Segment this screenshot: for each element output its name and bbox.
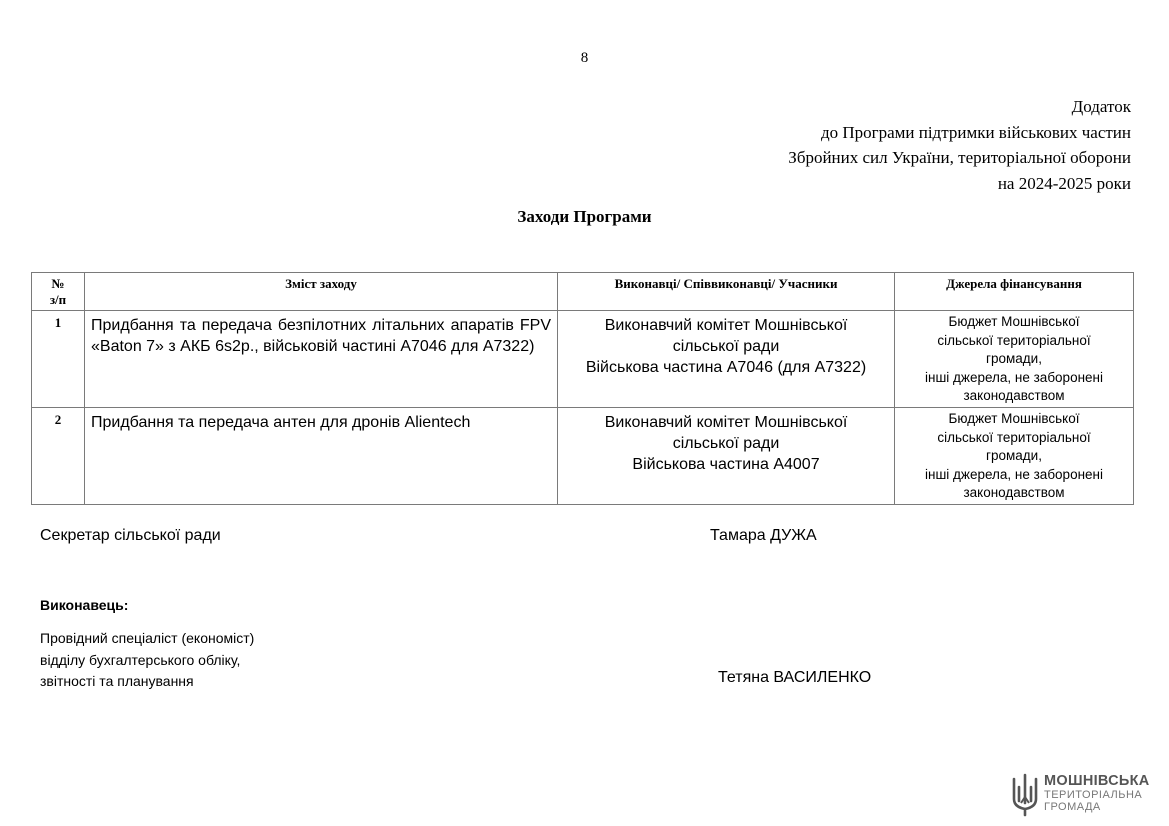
executor-position-line: відділу бухгалтерського обліку, — [40, 651, 241, 668]
executor-line: Виконавчий комітет Мошнівської — [604, 414, 848, 431]
header-num-line: № — [51, 276, 65, 291]
executor-line: Військова частина А4007 — [632, 456, 820, 473]
appendix-line: на 2024-2025 роки — [997, 173, 1131, 193]
funding-line: сільської територіальної — [937, 429, 1091, 445]
appendix-line: Додаток — [1071, 97, 1131, 116]
secretary-name: Тамара ДУЖА — [710, 527, 817, 544]
row-num: 1 — [32, 311, 85, 408]
header-num-line: з/п — [49, 292, 67, 307]
executor-position — [40, 628, 254, 693]
row-content: Придбання та передача антен для дронів Alientech — [85, 408, 558, 505]
logo-line-3: ГРОМАДА — [1044, 801, 1101, 813]
logo-line-1: МОШНІВСЬКА — [1044, 773, 1150, 789]
executor-line: Виконавчий комітет Мошнівської — [604, 317, 848, 334]
executor-label: Виконавець: — [40, 597, 129, 613]
document-title: Заходи Програми — [517, 207, 652, 226]
header-num — [32, 273, 85, 311]
executor-position-line: Провідний спеціаліст (економіст) — [40, 630, 255, 646]
appendix-header — [788, 94, 1131, 196]
executor-position-line: звітності та планування — [40, 673, 194, 689]
row-executors — [558, 311, 895, 408]
appendix-line: до Програми підтримки військових частин — [820, 122, 1131, 142]
row-executors — [558, 408, 895, 505]
funding-line: громади, — [986, 351, 1042, 366]
row-content: Придбання та передача безпілотних літальних апаратів FPV «Baton 7» з АКБ 6s2p., військовій частині А7046 для А7322) — [85, 311, 558, 408]
trident-icon — [1010, 773, 1040, 817]
funding-line: сільської територіальної — [937, 332, 1091, 348]
executor-name: Тетяна ВАСИЛЕНКО — [718, 669, 872, 686]
secretary-role: Секретар сільської ради — [40, 527, 221, 544]
community-logo — [1010, 773, 1150, 817]
header-executors: Виконавці/ Співвиконавці/ Учасники — [558, 273, 895, 311]
executor-line: сільської ради — [672, 435, 780, 452]
logo-line-2: ТЕРИТОРІАЛЬНА — [1044, 789, 1143, 801]
funding-line: законодавством — [963, 388, 1065, 403]
appendix-line: Збройних сил України, територіальної оборони — [788, 148, 1131, 167]
row-funding — [895, 408, 1134, 505]
funding-line: Бюджет Мошнівської — [948, 314, 1080, 329]
header-funding: Джерела фінансування — [895, 273, 1134, 311]
funding-line: законодавством — [963, 485, 1065, 500]
table-header-row — [32, 273, 1134, 311]
executor-line: сільської ради — [672, 338, 780, 355]
table-row — [32, 408, 1134, 505]
funding-line: Бюджет Мошнівської — [948, 411, 1080, 426]
measures-table — [31, 272, 1134, 505]
funding-line: інші джерела, не заборонені — [925, 466, 1103, 482]
funding-line: громади, — [986, 448, 1042, 463]
row-num: 2 — [32, 408, 85, 505]
page-number: 8 — [580, 50, 589, 66]
executor-line: Військова частина А7046 (для А7322) — [585, 359, 867, 376]
table-row — [32, 311, 1134, 408]
funding-line: інші джерела, не заборонені — [925, 369, 1103, 385]
header-content: Зміст заходу — [85, 273, 558, 311]
row-funding — [895, 311, 1134, 408]
